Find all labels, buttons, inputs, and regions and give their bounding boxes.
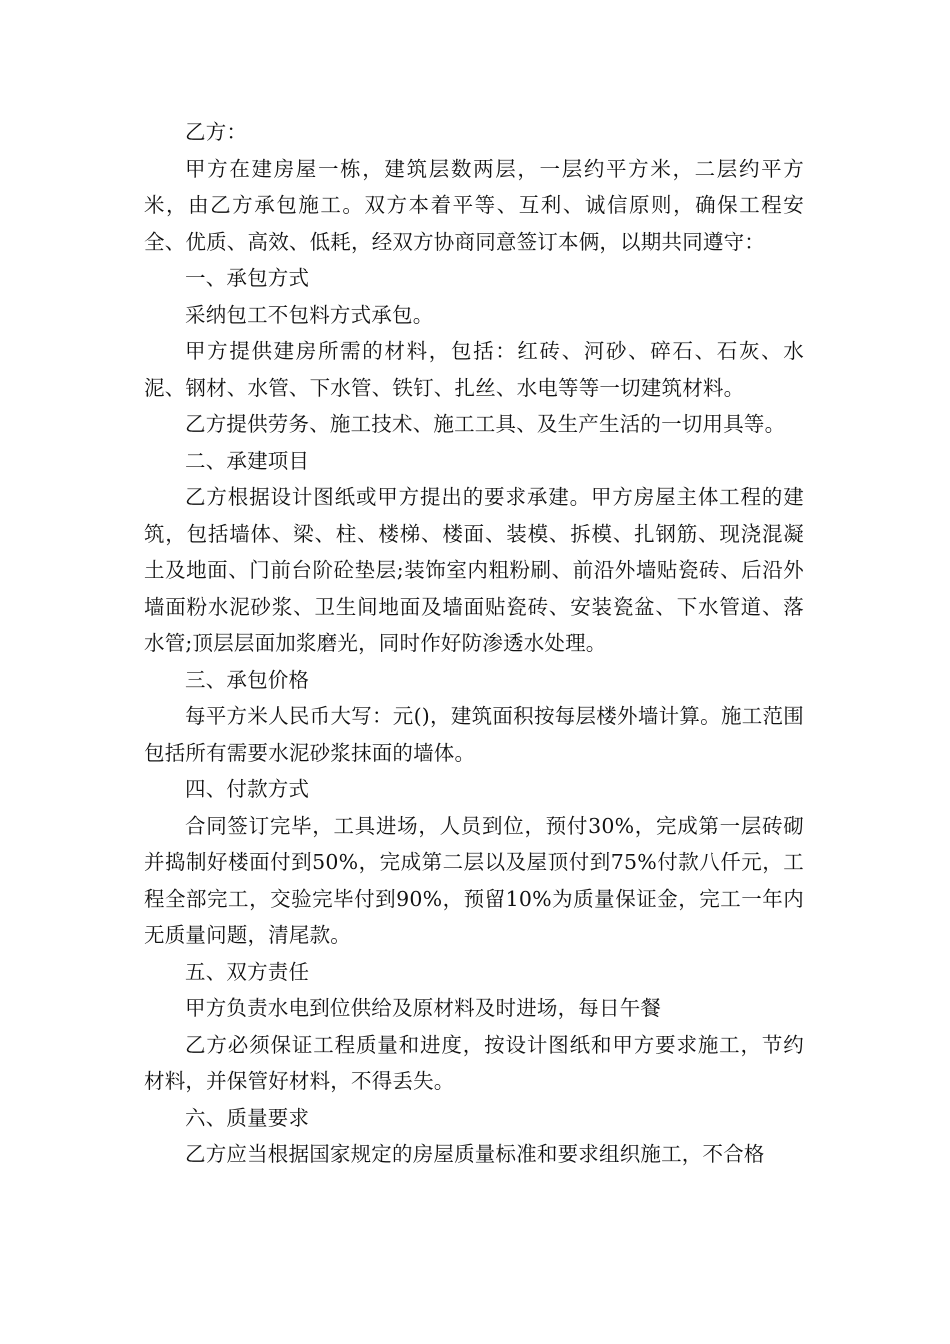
party-b-label: 乙方： bbox=[185, 120, 248, 144]
section-heading-price: 三、承包价格 bbox=[185, 667, 310, 692]
section-heading-responsibilities: 五、双方责任 bbox=[185, 959, 310, 984]
preamble-paragraph: 甲方在建房屋一栋，建筑层数两层，一层约平方米，二层约平方米，由乙方承包施工。双方本着平等、互利、诚信原则，确保工程安全、优质、高效、低耗，经双方协商同意签订本俩，以期共同遵守： bbox=[144, 156, 804, 254]
paragraph-party-b-responsibility: 乙方必须保证工程质量和进度，按设计图纸和甲方要求施工，节约材料，并保管好材料，不得丢失。 bbox=[144, 1032, 804, 1093]
document-body bbox=[144, 114, 804, 1173]
section-heading-quality: 六、质量要求 bbox=[185, 1105, 310, 1130]
paragraph-price: 每平方米人民币大写：元()，建筑面积按每层楼外墙计算。施工范围包括所有需要水泥砂浆抹面的墙体。 bbox=[144, 704, 804, 765]
paragraph-materials: 甲方提供建房所需的材料，包括：红砖、河砂、碎石、石灰、水泥、钢材、水管、下水管、铁钉、扎丝、水电等等一切建筑材料。 bbox=[144, 339, 804, 400]
paragraph-labor: 乙方提供劳务、施工技术、施工工具、及生产生活的一切用具等。 bbox=[185, 412, 786, 436]
paragraph-project-scope: 乙方根据设计图纸或甲方提出的要求承建。甲方房屋主体工程的建筑，包括墙体、梁、柱、楼梯、楼面、装模、拆模、扎钢筋、现浇混凝土及地面、门前台阶砼垫层;装饰室内粗粉刷、前沿外墙贴瓷砖、后沿外墙面粉水泥砂浆、卫生间地面及墙面贴瓷砖、安装瓷盆、下水管道、落水管;顶层层面加浆磨光，同时作好防渗透水处理。 bbox=[144, 485, 804, 655]
paragraph-contract-method: 采纳包工不包料方式承包。 bbox=[185, 302, 434, 327]
paragraph-party-a-responsibility: 甲方负责水电到位供给及原材料及时进场，每日午餐 bbox=[185, 996, 662, 1020]
paragraph-payment: 合同签订完毕，工具进场，人员到位，预付30%，完成第一层砖砌并捣制好楼面付到50%，完成第二层以及屋顶付到75%付款八仟元，工程全部完工，交验完毕付到90%，预留10%为质量保证金，完工一年内无质量问题，清尾款。 bbox=[144, 813, 804, 947]
section-heading-payment: 四、付款方式 bbox=[185, 777, 310, 801]
paragraph-quality: 乙方应当根据国家规定的房屋质量标准和要求组织施工，不合格 bbox=[185, 1142, 765, 1166]
section-heading-project-scope: 二、承建项目 bbox=[185, 448, 310, 473]
section-heading-contract-method: 一、承包方式 bbox=[185, 266, 310, 290]
